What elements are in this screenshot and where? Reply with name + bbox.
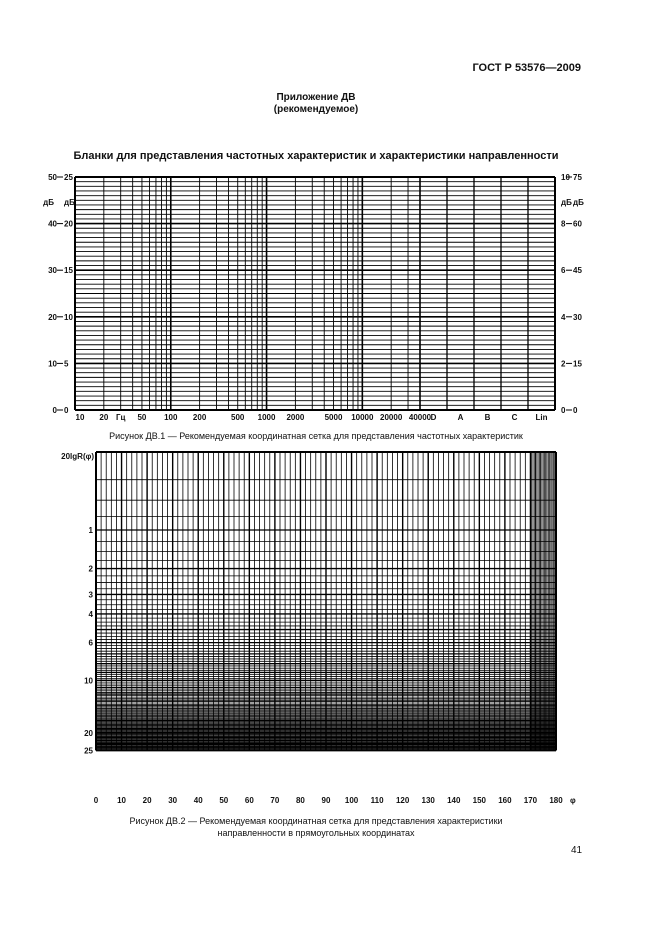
x-label: 80 [295,796,305,805]
y2-unit-outer: дБ [573,198,584,207]
x-label: Гц [115,413,126,422]
y-label-inner: 0 [64,406,69,415]
x-label: D [430,413,437,422]
y2-label-inner: 0 [561,406,566,415]
y-label-inner: 20 [64,219,73,229]
y-unit-inner: дБ [64,198,75,207]
x-label: 10 [117,796,127,805]
y2-label-inner: 8 [561,219,566,229]
y2-unit-inner: дБ [561,198,572,207]
x-label: 10000 [351,413,374,422]
y-label: 20 [84,729,93,739]
y2-label-outer: 15 [573,359,582,369]
y-axis-title: 20lgR(φ) [61,452,94,461]
section-heading: Бланки для представления частотных характеристик и характеристики направленности [73,150,559,162]
x-label: 20000 [380,413,403,422]
x-label: 90 [321,796,331,805]
y-label-outer: 0 [52,406,57,415]
x-label: 2000 [286,413,305,422]
y-label: 25 [84,746,93,756]
figure-caption-2-line2: направленности в прямоугольных координатах [217,828,415,838]
x-label: 20 [99,413,109,422]
y-label: 1 [88,525,93,535]
y-unit-outer: дБ [43,198,54,207]
standard-code: ГОСТ Р 53576—2009 [472,62,581,74]
y2-label-inner: 4 [561,312,566,322]
x-label: C [511,413,518,422]
directivity-grid [61,452,576,805]
y2-label-outer: 0 [573,406,578,415]
x-label: 10 [75,413,85,422]
y-label-outer: 50 [48,173,57,182]
figure-caption-1: Рисунок ДВ.1 — Рекомендуемая координатная сетка для представления частотных характеристик [109,431,523,441]
x-label: 0 [93,796,99,805]
x-label: 30 [168,796,178,805]
x-label: 100 [164,413,178,422]
figure-caption-2-line1: Рисунок ДВ.2 — Рекомендуемая координатная сетка для представления характеристики [129,816,503,826]
y2-label-inner: 2 [561,359,566,369]
y2-label-outer: 30 [573,312,582,322]
y-label-outer: 40 [48,219,57,229]
x-label: 1000 [257,413,276,422]
frequency-response-grid [43,173,584,422]
x-label: Lin [535,413,548,422]
x-label: 5000 [324,413,343,422]
x-label: 200 [192,413,207,422]
x-label: 20 [142,796,152,805]
x-label: 70 [270,796,280,805]
y-label: 2 [88,564,93,574]
y2-label-outer: 75 [573,173,582,182]
x-label: B [484,413,491,422]
x-label: 160 [498,796,512,805]
x-label: 500 [231,413,245,422]
page-number: 41 [571,845,583,856]
x-label: 170 [523,796,538,805]
x-label: 50 [219,796,229,805]
x-label: 120 [395,796,410,805]
x-label: 50 [137,413,147,422]
y-label: 3 [88,590,93,600]
y-label-inner: 25 [64,173,73,182]
y-label-inner: 10 [64,312,73,322]
y2-label-outer: 45 [573,266,582,276]
x-label: A [457,413,464,422]
x-label: 180 [549,796,563,805]
appendix-title: Приложение ДВ [276,92,356,103]
y2-label-outer: 60 [573,219,582,229]
x-label: 40000 [408,413,432,422]
x-label: 100 [344,796,359,805]
x-label: 130 [421,796,435,805]
x-label: 40 [193,796,203,805]
x-label: 110 [370,796,384,805]
y-label-outer: 20 [48,312,57,322]
x-label: 140 [447,796,461,805]
y-label-inner: 15 [64,266,73,276]
x-label: 60 [244,796,254,805]
x-label: 150 [472,796,487,805]
x-axis-title: φ [570,796,576,805]
appendix-subtitle: (рекомендуемое) [273,104,359,115]
y-label-outer: 30 [48,266,57,276]
y-label: 10 [84,676,93,686]
y-label-outer: 10 [48,359,57,369]
y-label: 4 [88,609,93,619]
y-label-inner: 5 [64,359,69,369]
y2-label-inner: 10 [561,173,570,182]
y2-label-inner: 6 [561,266,566,276]
y-label: 6 [88,638,93,648]
